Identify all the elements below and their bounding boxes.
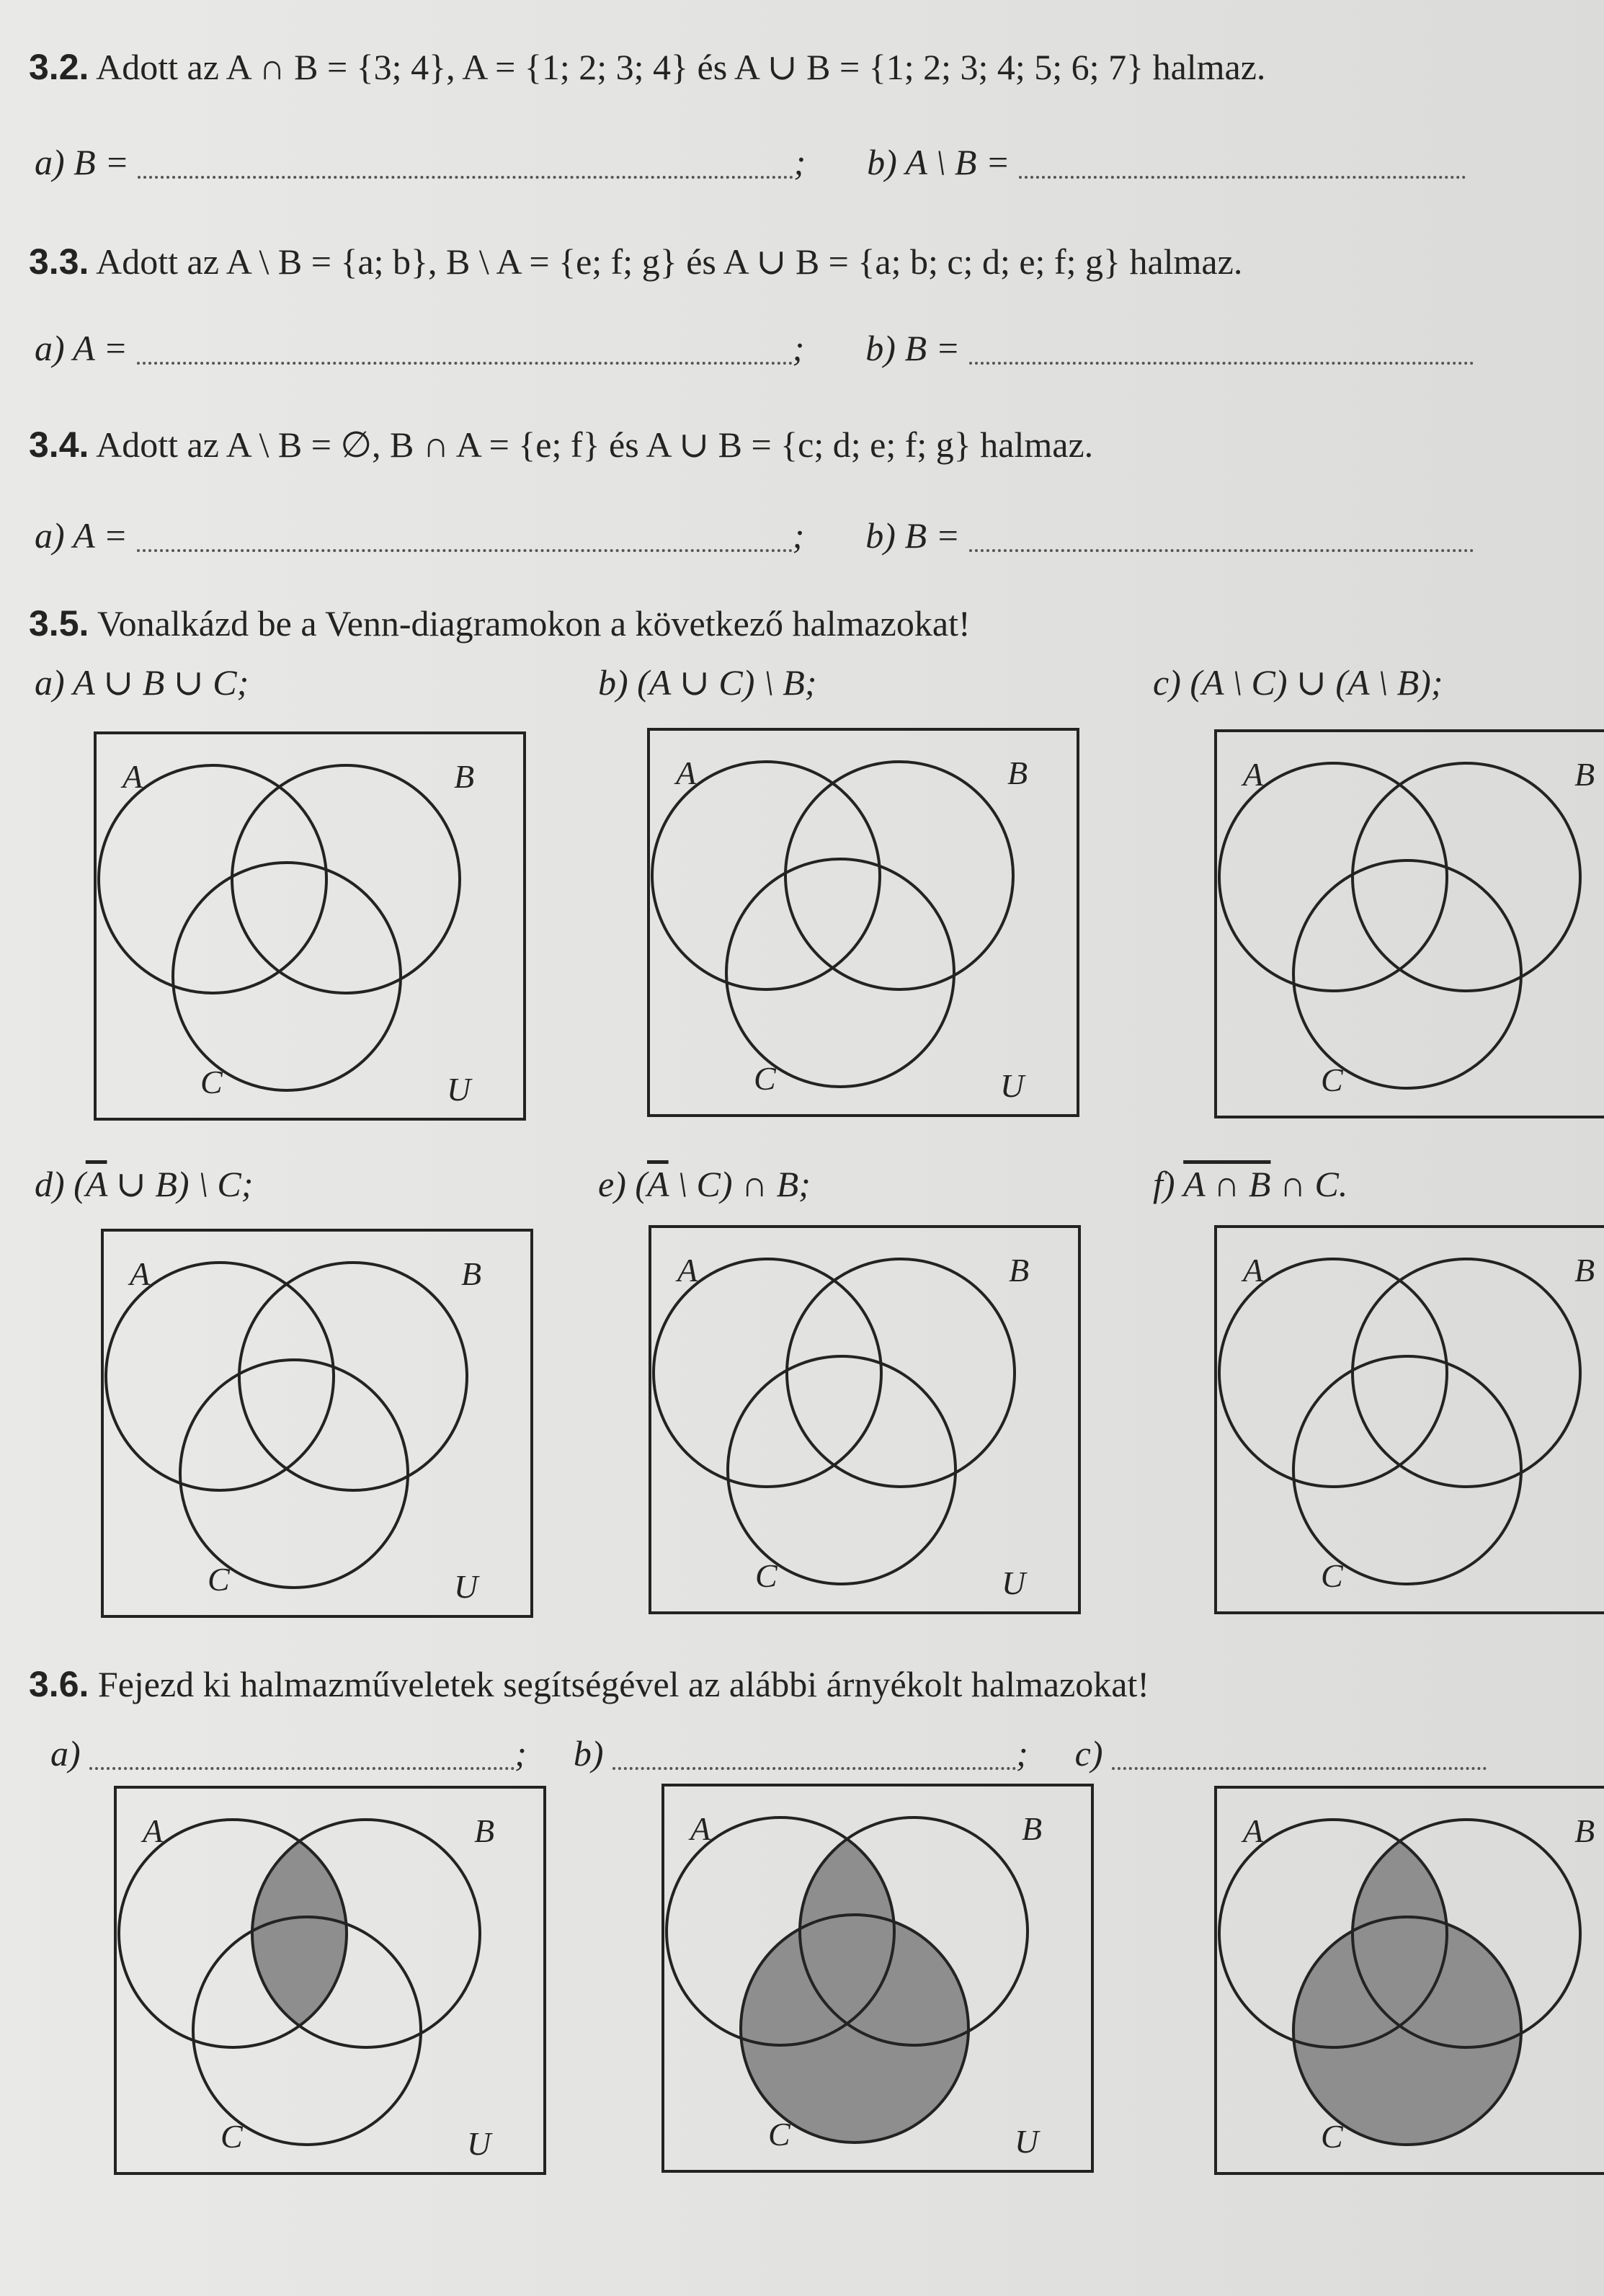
answer-c-blank[interactable] — [1112, 1767, 1487, 1770]
label-a: A — [143, 1812, 164, 1849]
label-u: U — [454, 1568, 478, 1605]
problem-3-5 — [29, 603, 971, 644]
label-a: A — [1243, 1812, 1264, 1849]
set-a-circle — [652, 762, 880, 989]
set-a-circle — [1219, 763, 1447, 991]
label-b: B — [1574, 756, 1595, 793]
problem-3-6 — [29, 1666, 1149, 1702]
problem-3-3 — [29, 241, 1243, 282]
task-expr: A ∪ B ∪ C; — [73, 662, 249, 703]
task-expr-pre: ( — [73, 1164, 86, 1204]
venn-diagram-d[interactable] — [101, 1229, 533, 1618]
label-b: B — [1022, 1810, 1043, 1847]
label-b: B — [1007, 755, 1028, 791]
label-c: C — [1321, 2118, 1343, 2155]
answer-a-label: a) A = — [35, 328, 128, 368]
universe-box — [1216, 1227, 1604, 1613]
answer-b-label: b) A \ B = — [867, 142, 1010, 182]
set-a-circle — [1219, 1259, 1447, 1487]
label-u: U — [467, 2125, 491, 2162]
label-a: A — [1243, 756, 1264, 793]
task-expr-complement: A ∩ B — [1183, 1164, 1271, 1204]
task-expr-complement: $\overline{A}$ — [647, 1164, 669, 1204]
label-a: A — [122, 758, 143, 795]
separator: ; — [514, 1733, 527, 1774]
label-c: C — [208, 1561, 230, 1598]
answer-a-blank[interactable] — [137, 362, 793, 365]
problem-3-3-answers — [35, 330, 1474, 366]
separator: ; — [1015, 1733, 1028, 1774]
label-c: C — [755, 1557, 778, 1594]
venn-diagram-e[interactable] — [649, 1225, 1081, 1614]
task-d-expression — [35, 1166, 253, 1202]
answer-b-blank[interactable] — [969, 362, 1474, 365]
answer-b-blank[interactable] — [612, 1767, 1016, 1770]
problem-3-4 — [29, 424, 1094, 465]
problem-3-2 — [29, 49, 1265, 85]
venn-diagram-a[interactable] — [94, 731, 526, 1121]
problem-number: 3.6. — [29, 1664, 89, 1704]
answer-b-label: b) B = — [865, 515, 961, 556]
problem-3-4-answers — [35, 515, 1474, 556]
task-c-expression — [1153, 662, 1443, 703]
venn-diagram-c[interactable] — [1214, 729, 1604, 1118]
answer-b-label: b) B = — [865, 328, 961, 368]
task-a-expression — [35, 662, 249, 703]
venn-diagram-shaded-a — [114, 1786, 546, 2175]
answer-c-label: c) — [1074, 1733, 1103, 1774]
separator: ; — [793, 142, 806, 182]
problem-number: 3.2. — [29, 47, 89, 87]
problem-text: Adott az A ∩ B = {3; 4}, A = {1; 2; 3; 4} és A ∪ B = {1; 2; 3; 4; 5; 6; 7} halmaz. — [96, 47, 1266, 87]
label-u: U — [1002, 1565, 1026, 1601]
problem-text: Adott az A \ B = ∅, B ∩ A = {e; f} és A ∪ B = {c; d; e; f; g} halmaz. — [96, 424, 1094, 465]
venn-diagram-shaded-c — [1214, 1786, 1604, 2175]
label-u: U — [1015, 2123, 1039, 2160]
answer-a-blank[interactable] — [137, 549, 793, 552]
label-a: A — [677, 1252, 698, 1289]
task-label: f) — [1153, 1164, 1175, 1204]
label-u: U — [1000, 1067, 1025, 1104]
task-label: c) — [1153, 662, 1181, 703]
label-c: C — [768, 2116, 790, 2153]
label-u: U — [447, 1071, 471, 1108]
task-expr: (A \ C) ∪ (A \ B); — [1190, 662, 1443, 703]
task-expr: (A ∪ C) \ B; — [637, 662, 817, 703]
label-b: B — [454, 758, 475, 795]
problem-text: Adott az A \ B = {a; b}, B \ A = {e; f; g} és A ∪ B = {a; b; c; d; e; f; g} halmaz. — [96, 241, 1243, 282]
answer-a-label: a) B = — [35, 142, 129, 182]
answer-a-blank[interactable] — [138, 176, 793, 179]
task-f-expression — [1153, 1166, 1347, 1202]
task-expr-post: ∩ C. — [1270, 1164, 1348, 1204]
task-expr-complement: $\overline{A}$ — [85, 1164, 107, 1204]
set-a-circle — [99, 765, 326, 993]
label-b: B — [1574, 1812, 1595, 1849]
venn-diagram-shaded-b — [661, 1784, 1094, 2173]
task-e-expression — [598, 1166, 811, 1202]
venn-diagram-b[interactable] — [647, 728, 1079, 1117]
set-a-circle — [654, 1259, 881, 1487]
task-expr-post: \ C) ∩ B; — [668, 1164, 811, 1204]
task-label: b) — [598, 662, 628, 703]
problem-3-2-answers — [35, 144, 1466, 180]
label-a: A — [1243, 1252, 1264, 1289]
problem-text: Vonalkázd be a Venn-diagramokon a következő halmazokat! — [97, 603, 971, 644]
separator: ; — [792, 515, 805, 556]
answer-a-label: a) A = — [35, 515, 128, 556]
answer-b-blank[interactable] — [1019, 176, 1466, 179]
label-c: C — [1321, 1062, 1343, 1098]
answer-b-label: b) — [573, 1733, 604, 1774]
problem-number: 3.4. — [29, 424, 89, 465]
task-b-expression — [598, 662, 817, 703]
task-label: e) — [598, 1164, 626, 1204]
label-c: C — [220, 2118, 243, 2155]
task-expr-pre: ( — [635, 1164, 647, 1204]
label-b: B — [474, 1812, 495, 1849]
answer-b-blank[interactable] — [969, 549, 1474, 552]
label-b: B — [1574, 1252, 1595, 1289]
label-b: B — [1009, 1252, 1030, 1289]
label-c: C — [754, 1060, 776, 1097]
task-label: a) — [35, 662, 65, 703]
label-b: B — [461, 1255, 482, 1292]
label-a: A — [676, 755, 697, 791]
label-a: A — [690, 1810, 711, 1847]
separator: ; — [792, 328, 805, 368]
universe-box — [1216, 731, 1604, 1117]
venn-diagram-f[interactable] — [1214, 1225, 1604, 1614]
problem-number: 3.3. — [29, 241, 89, 282]
label-c: C — [1321, 1557, 1343, 1594]
task-label: d) — [35, 1164, 65, 1204]
problem-text: Fejezd ki halmazműveletek segítségével az alábbi árnyékolt halmazokat! — [97, 1664, 1150, 1704]
answer-a-blank[interactable] — [89, 1767, 514, 1770]
set-a-circle — [106, 1263, 334, 1490]
task-expr-post: ∪ B) \ C; — [107, 1164, 254, 1204]
label-c: C — [200, 1064, 223, 1100]
answer-a-label: a) — [50, 1733, 81, 1774]
problem-number: 3.5. — [29, 603, 89, 644]
problem-3-6-answers — [50, 1733, 1487, 1774]
label-a: A — [130, 1255, 151, 1292]
